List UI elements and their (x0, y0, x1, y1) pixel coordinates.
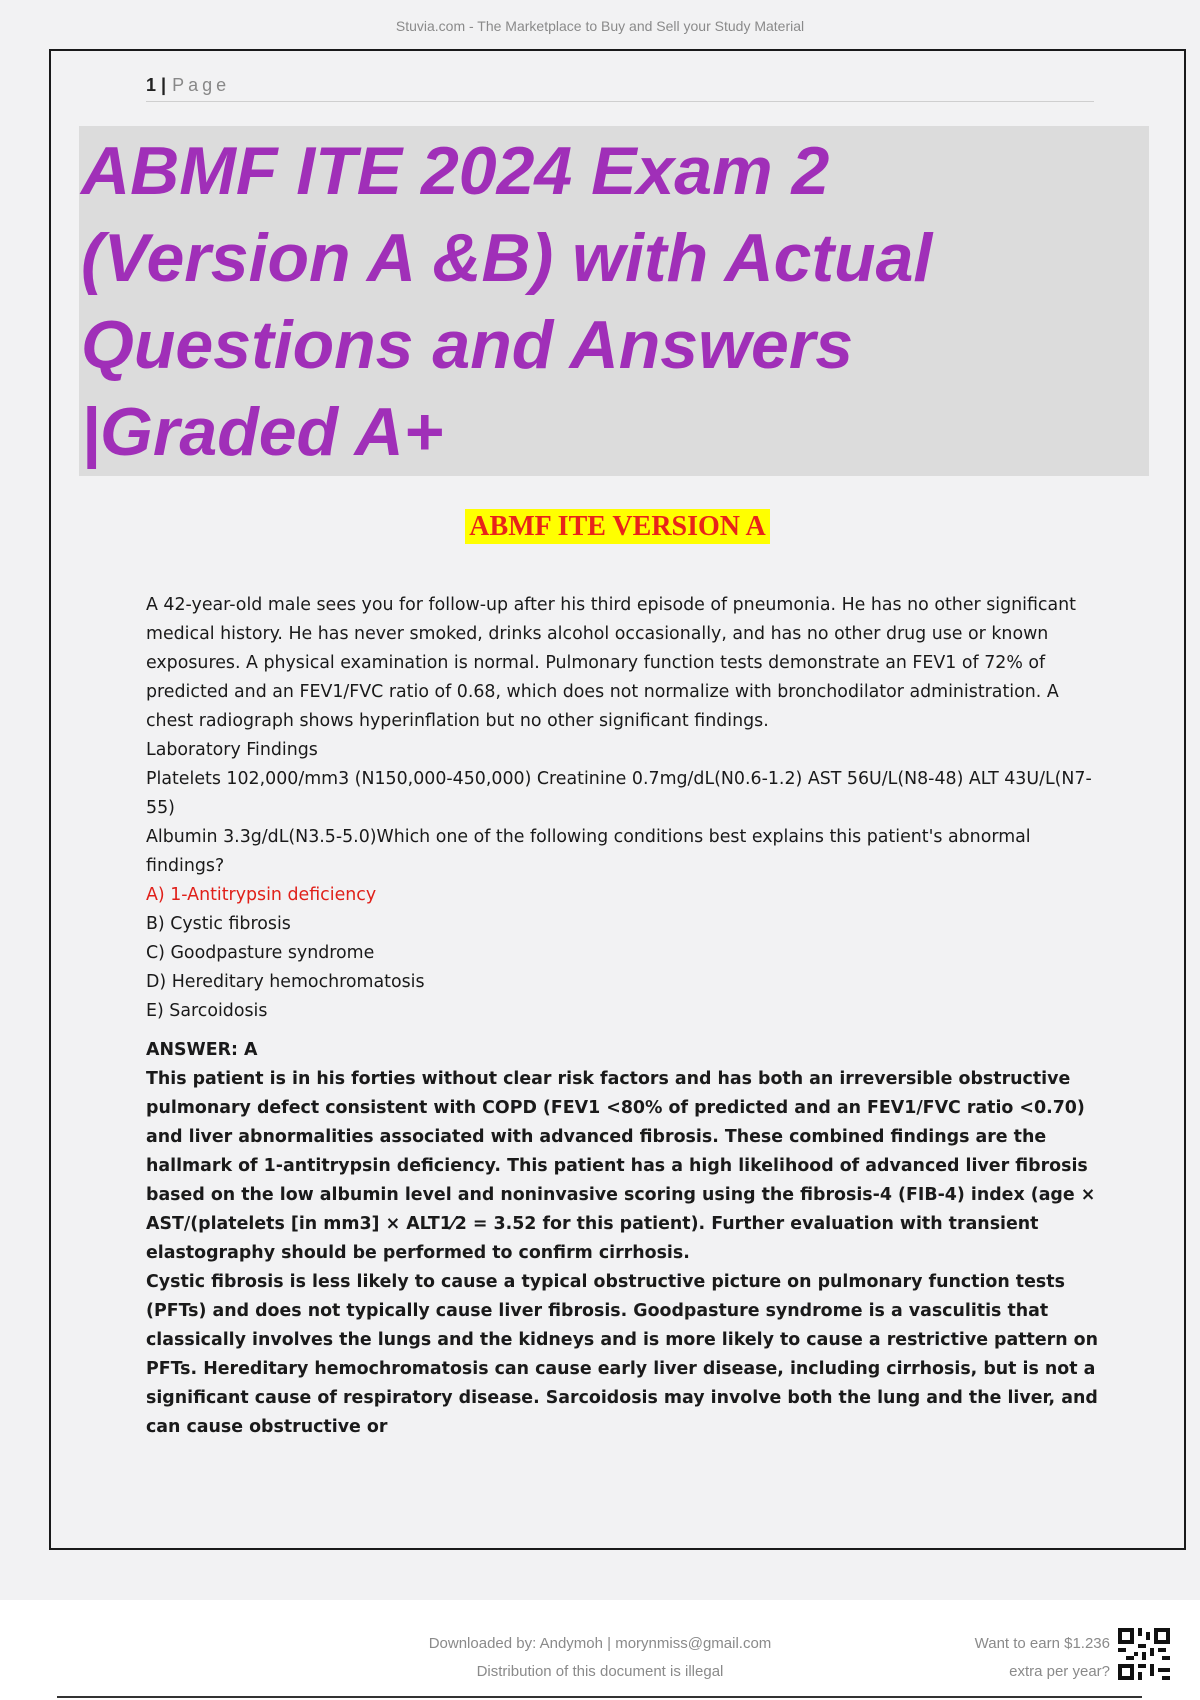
stuvia-banner: Stuvia.com - The Marketplace to Buy and Sell your Study Material (395, 18, 805, 34)
question-content (146, 591, 1101, 1442)
document-title: ABMF ITE 2024 Exam 2 (Version A &B) with Actual Questions and Answers |Graded A+ (81, 133, 933, 470)
qr-code-icon[interactable] (1118, 1628, 1170, 1680)
answer-label: ANSWER: A (146, 1040, 258, 1060)
question-stem: A 42-year-old male sees you for follow-up after his third episode of pneumonia. He has no other significant medical history. He has never smoked, drinks alcohol occasionally, and has no other drug use or known exposures. A physical examination is normal. Pulmonary function tests demonstrate an FEV1 of 72% of predicted and an FEV1/FVC ratio of 0.68, which does not normalize with bronchodilator administration. A chest radiograph shows hyperinflation but no other significant findings. (146, 595, 1076, 731)
footer-rule (57, 1696, 1142, 1698)
download-info (300, 1630, 900, 1686)
earn-line-1: Want to earn $1.236 (974, 1635, 1110, 1652)
page-number: 1 | (146, 75, 167, 95)
title-box (79, 126, 1149, 476)
answer-explanation-1: This patient is in his forties without clear risk factors and has both an irreversible obstructive pulmonary defect consistent with COPD (FEV1 <80% of predicted and an FEV1/FVC ratio <0.70) and liver abnormalities associated with advanced fibrosis. These combined findings are the hallmark of 1-antitrypsin deficiency. This patient has a high likelihood of advanced liver fibrosis based on the low albumin level and noninvasive scoring using the fibrosis-4 (FIB-4) index (age × AST/(platelets [in mm3] × ALT1⁄2 = 3.52 for this patient). Further evaluation with transient elastography should be performed to confirm cirrhosis. (146, 1069, 1096, 1263)
answer-explanation-2: Cystic fibrosis is less likely to cause a typical obstructive picture on pulmonary function tests (PFTs) and does not typically cause liver fibrosis. Goodpasture syndrome is a vasculitis that classically involves the lungs and the kidneys and is more likely to cause a restrictive pattern on PFTs. Hereditary hemochromatosis can cause early liver disease, including cirrhosis, but is not a significant cause of respiratory disease. Sarcoidosis may involve both the lung and the liver, and can cause obstructive or (146, 1272, 1098, 1437)
version-heading-text: ABMF ITE VERSION A (465, 509, 769, 544)
version-heading (51, 511, 1184, 543)
page-label: Page (172, 75, 231, 95)
option-c: C) Goodpasture syndrome (146, 943, 375, 963)
option-d: D) Hereditary hemochromatosis (146, 972, 425, 992)
question-prompt: Albumin 3.3g/dL(N3.5-5.0)Which one of the following conditions best explains this patient's abnormal findings? (146, 827, 1031, 876)
option-b: B) Cystic fibrosis (146, 914, 291, 934)
lab-heading: Laboratory Findings (146, 740, 318, 760)
option-e: E) Sarcoidosis (146, 1001, 268, 1021)
downloaded-by: Downloaded by: Andymoh | morynmiss@gmail.com (428, 1635, 772, 1652)
lab-values: Platelets 102,000/mm3 (N150,000-450,000) Creatinine 0.7mg/dL(N0.6-1.2) AST 56U/L(N8-48) ALT 43U/L(N7-55) (146, 769, 1092, 818)
earn-promo[interactable] (975, 1630, 1110, 1686)
option-a-correct: A) 1-Antitrypsin deficiency (146, 885, 377, 905)
earn-line-2: extra per year? (1009, 1663, 1110, 1680)
download-footer (0, 1600, 1200, 1700)
distribution-notice: Distribution of this document is illegal (476, 1663, 724, 1680)
document-page (49, 49, 1186, 1550)
page-header (146, 75, 1094, 102)
